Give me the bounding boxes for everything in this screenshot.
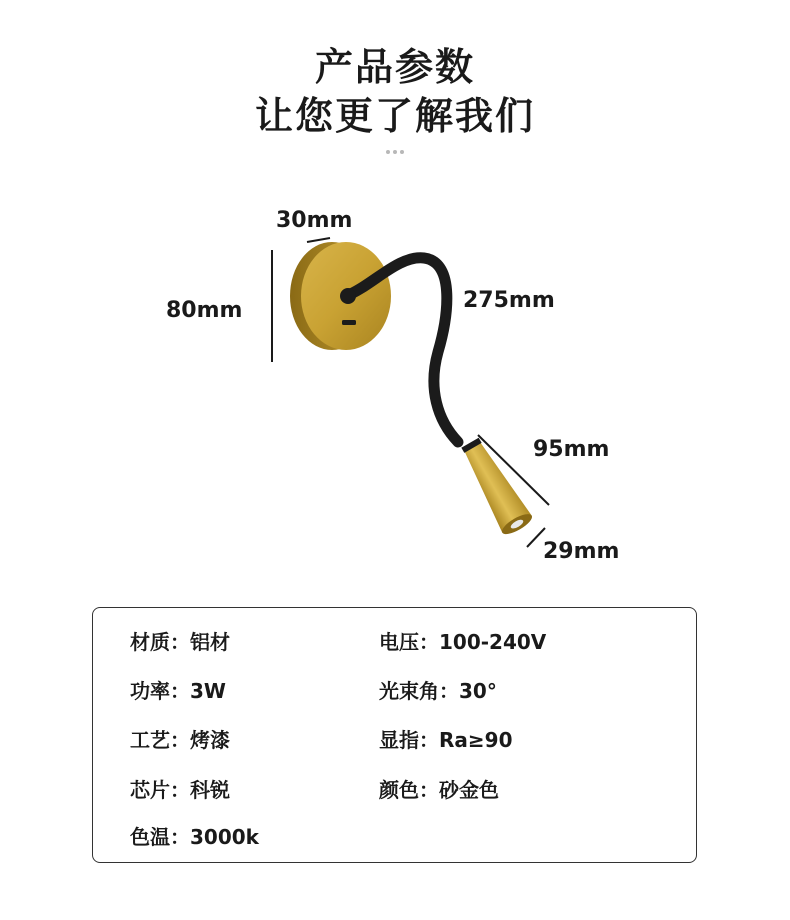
dimension-line-head-diameter bbox=[527, 528, 545, 547]
spec-material bbox=[130, 626, 230, 655]
spec-label: 光束角： bbox=[379, 679, 459, 703]
spec-color-temp bbox=[130, 821, 259, 850]
spec-value: 烤漆 bbox=[190, 728, 230, 752]
dimension-head-diameter-label: 29mm bbox=[543, 539, 620, 564]
spec-label: 颜色： bbox=[379, 778, 439, 802]
spec-label: 材质： bbox=[130, 630, 190, 654]
wall-lamp-illustration bbox=[255, 200, 575, 560]
divider-dots bbox=[386, 150, 406, 156]
arm-base bbox=[340, 288, 356, 304]
spec-value: 3000k bbox=[190, 825, 259, 849]
spec-label: 色温： bbox=[130, 825, 190, 849]
dimension-height-label: 80mm bbox=[166, 298, 243, 323]
spec-label: 功率： bbox=[130, 679, 190, 703]
spec-value: 100-240V bbox=[439, 630, 547, 654]
spec-color bbox=[379, 774, 499, 803]
spec-chip bbox=[130, 774, 230, 803]
switch-slot bbox=[342, 320, 356, 325]
dimension-depth-label: 30mm bbox=[276, 208, 353, 233]
page-title: 产品参数 bbox=[314, 45, 475, 89]
spec-label: 芯片： bbox=[130, 778, 190, 802]
dimension-line-depth bbox=[307, 238, 330, 242]
spec-value: 3W bbox=[190, 679, 226, 703]
spec-value: 30° bbox=[459, 679, 497, 703]
page-subtitle: 让您更了解我们 bbox=[254, 94, 535, 138]
dimension-head-length-label: 95mm bbox=[533, 437, 610, 462]
spec-value: 铝材 bbox=[190, 630, 230, 654]
spec-value: Ra≥90 bbox=[439, 728, 513, 752]
spec-finish bbox=[130, 724, 230, 753]
spec-label: 工艺： bbox=[130, 728, 190, 752]
spec-voltage bbox=[379, 626, 546, 655]
spec-label: 电压： bbox=[379, 630, 439, 654]
spec-power bbox=[130, 675, 226, 704]
spec-label: 显指： bbox=[379, 728, 439, 752]
spec-value: 科锐 bbox=[190, 778, 230, 802]
spec-cri bbox=[379, 724, 513, 753]
flexible-arm bbox=[346, 258, 458, 442]
dimension-arm-length-label: 275mm bbox=[463, 288, 555, 313]
spec-beam-angle bbox=[379, 675, 497, 704]
lamp-head bbox=[455, 434, 534, 538]
spec-value: 砂金色 bbox=[439, 778, 499, 802]
